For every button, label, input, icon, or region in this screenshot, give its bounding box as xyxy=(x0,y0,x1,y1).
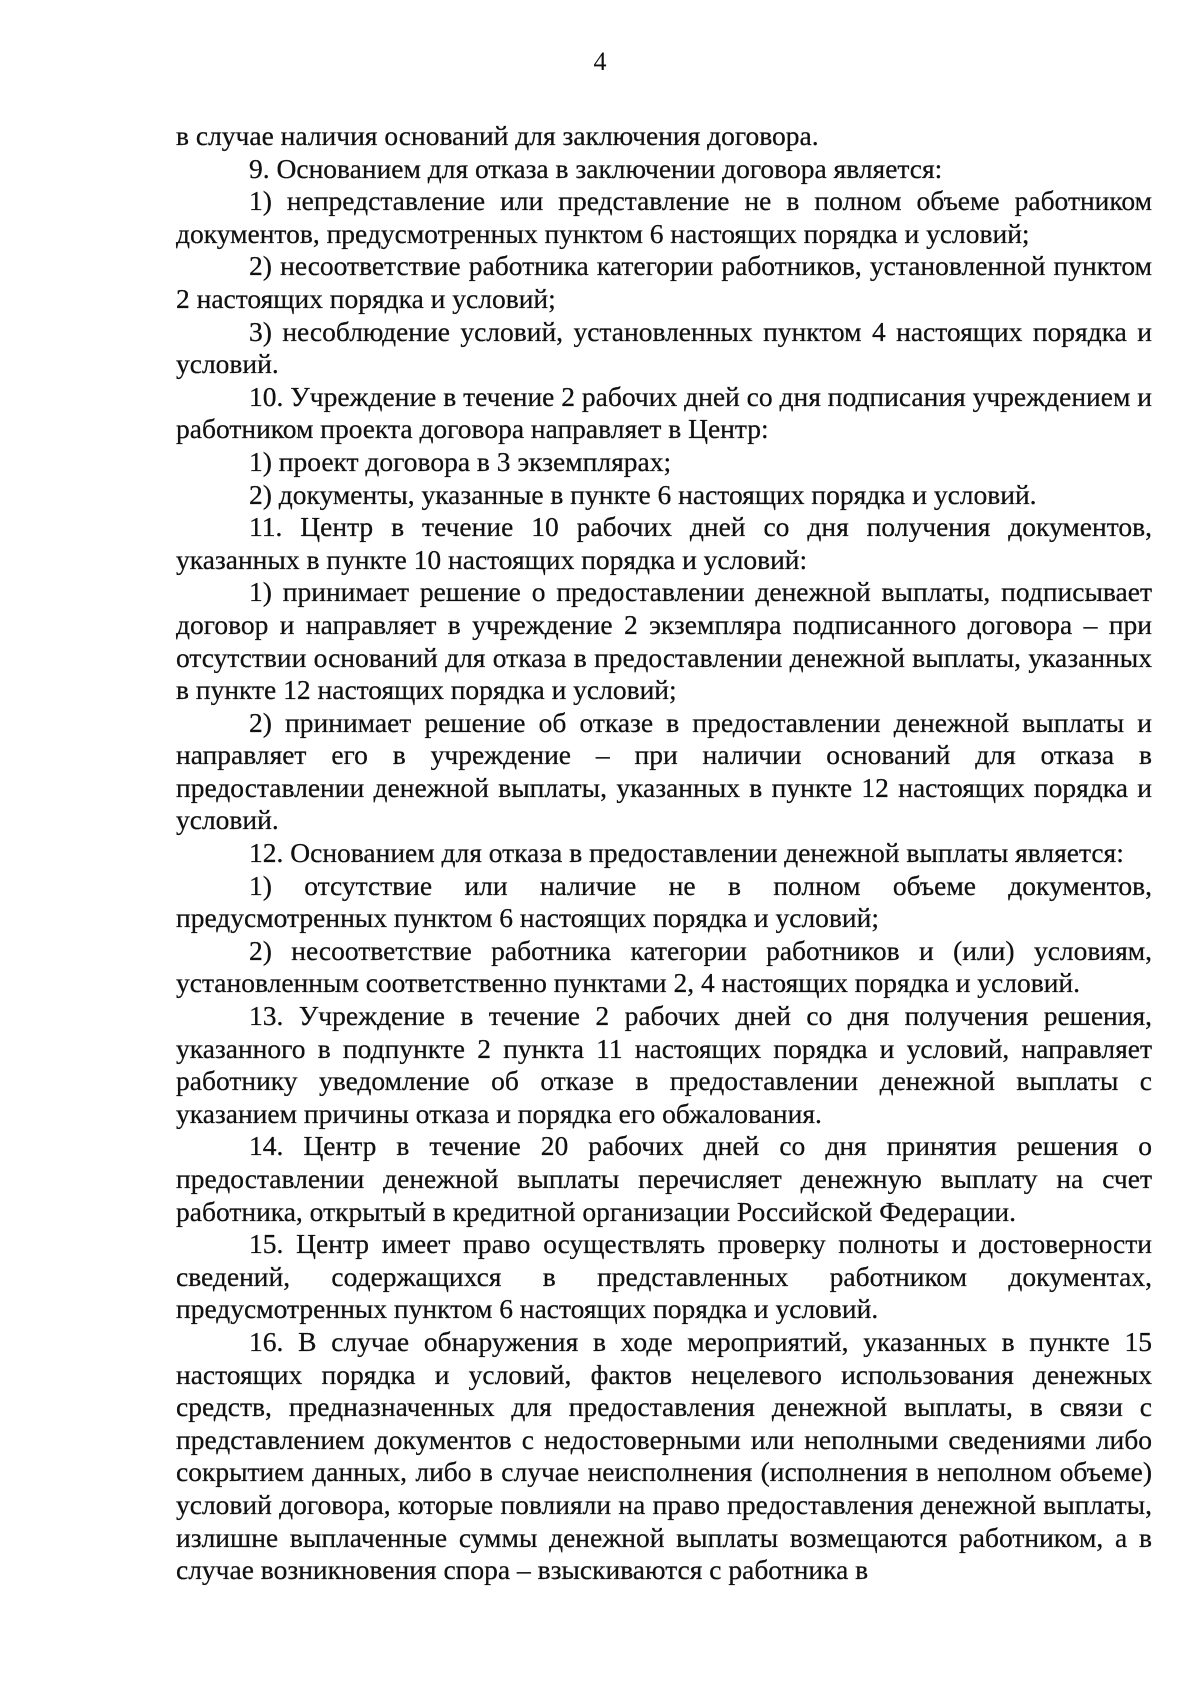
paragraph-12-item-2: 2) несоответствие работника категории работников и (или) условиям, установленным соответственно пунктами 2, 4 настоящих порядка и условий. xyxy=(176,934,1152,999)
paragraph-11-item-1: 1) принимает решение о предоставлении денежной выплаты, подписывает договор и направляет в учреждение 2 экземпляра подписанного договора – при отсутствии оснований для отказа в предоставлении денежной выплаты, указанных в пункте 12 настоящих порядка и условий; xyxy=(176,576,1152,706)
paragraph-13: 13. Учреждение в течение 2 рабочих дней со дня получения решения, указанного в подпункте 2 пункта 11 настоящих порядка и условий, направляет работнику уведомление об отказе в предоставлении денежной выплаты с указанием причины отказа и порядка его обжалования. xyxy=(176,1000,1152,1129)
paragraph-9-item-1: 1) непредставление или представление не в полном объеме работником документов, предусмотренных пунктом 6 настоящих порядка и условий; xyxy=(176,185,1152,249)
paragraph-16: 16. В случае обнаружения в ходе мероприятий, указанных в пункте 15 настоящих порядка и условий, фактов нецелевого использования денежных средств, предназначенных для предоставления денежной выплаты, в связи с представлением документов с недостоверными или неполными сведениями либо сокрытием данных, либо в случае неисполнения (исполнения в неполном объеме) условий договора, которые повлияли на право предоставления денежной выплаты, излишне выплаченные суммы денежной выплаты возмещаются работником, а в случае возникновения спора – взыскиваются с работника в xyxy=(176,1325,1152,1586)
paragraph-12-item-1: 1) отсутствие или наличие не в полном объеме документов, предусмотренных пунктом 6 настоящих порядка и условий; xyxy=(176,869,1152,934)
paragraph-14: 14. Центр в течение 20 рабочих дней со дня принятия решения о предоставлении денежной выплаты перечисляет денежную выплату на счет работника, открытый в кредитной организации Российской Федерации. xyxy=(176,1130,1152,1227)
paragraph-15: 15. Центр имеет право осуществлять проверку полноты и достоверности сведений, содержащихся в представленных работником документах, предусмотренных пунктом 6 настоящих порядка и условий. xyxy=(176,1228,1152,1325)
paragraph-11-item-2: 2) принимает решение об отказе в предоставлении денежной выплаты и направляет его в учреждение – при наличии оснований для отказа в предоставлении денежной выплаты, указанных в пункте 12 настоящих порядка и условий. xyxy=(176,706,1152,836)
paragraph-9-item-3: 3) несоблюдение условий, установленных пунктом 4 настоящих порядка и условий. xyxy=(176,315,1152,380)
paragraph-10-item-1: 1) проект договора в 3 экземплярах; xyxy=(249,445,672,477)
paragraph-10-item-2: 2) документы, указанные в пункте 6 настоящих порядка и условий. xyxy=(249,478,1037,510)
paragraph-12: 12. Основанием для отказа в предоставлении денежной выплаты является: xyxy=(249,837,1124,869)
paragraph-9-item-2: 2) несоответствие работника категории работников, установленной пунктом 2 настоящих порядка и условий; xyxy=(176,250,1152,314)
page-number: 4 xyxy=(593,47,607,76)
paragraph-9: 9. Основанием для отказа в заключении договора является: xyxy=(249,152,943,184)
document-body xyxy=(176,120,1152,1587)
paragraph-continuation: в случае наличия оснований для заключения договора. xyxy=(176,120,819,151)
paragraph-10: 10. Учреждение в течение 2 рабочих дней со дня подписания учреждением и работником проекта договора направляет в Центр: xyxy=(176,380,1152,445)
paragraph-11: 11. Центр в течение 10 рабочих дней со дня получения документов, указанных в пункте 10 настоящих порядка и условий: xyxy=(176,511,1152,575)
